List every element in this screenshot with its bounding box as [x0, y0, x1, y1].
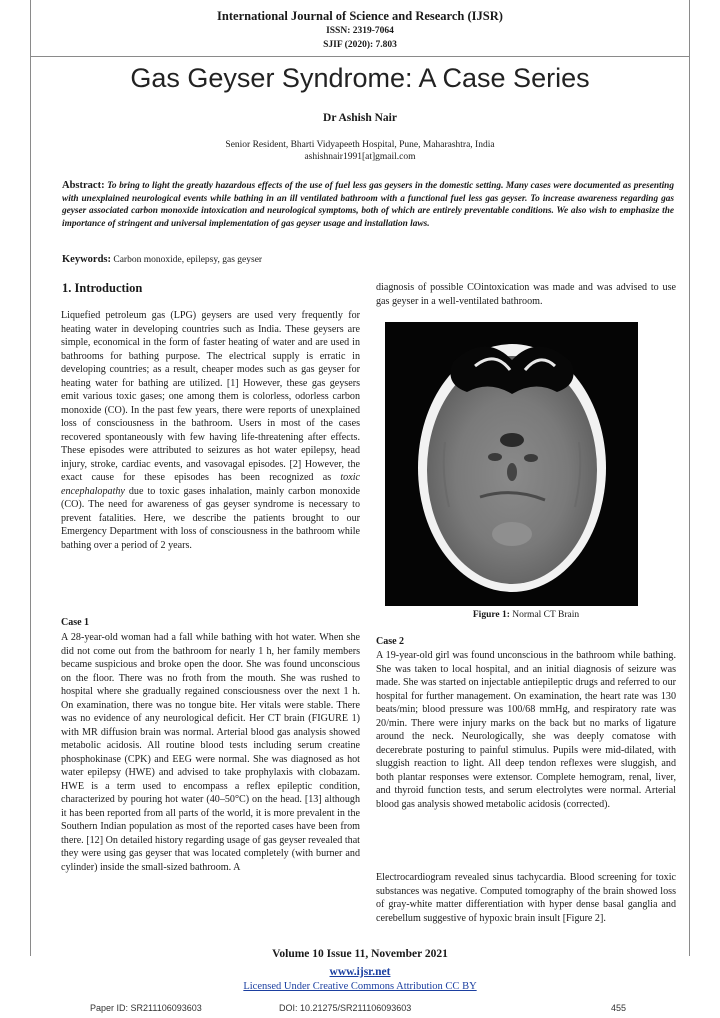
ct-brain-image [385, 322, 638, 606]
figure-1-label: Figure 1: [472, 610, 510, 620]
doi: DOI: 10.21275/SR211106093603 [279, 1003, 412, 1013]
sjif: SJIF (2020): 7.803 [323, 40, 397, 50]
page-border-left [30, 56, 31, 956]
introduction-paragraph [61, 309, 360, 552]
intro-italic: toxic encephalopathy [61, 472, 360, 497]
page-number: 455 [611, 1003, 627, 1013]
journal-website-link[interactable]: www.ijsr.net [329, 966, 391, 978]
case-1-continuation-text: diagnosis of possible COintoxication was made and was advised to use gas geyser in a well-ventilated bathroom. [376, 282, 676, 307]
paper-title: Gas Geyser Syndrome: A Case Series [130, 63, 590, 93]
intro-text: Liquefied petroleum gas (LPG) geysers are used very frequently for heating water in developing countries such as India. These geysers are simple, economical in the form of faster heating of water and are used in bathrooms for bathing purpose. The electrical supply is erratic in developing countries; as a result, cheaper modes such as gas geyser for heating water for bathing are utilized. [1] However, these gas geysers emit various toxic gases; one among them is colorless, odorless carbon monoxide (CO). In the past few years, there were reports of unexplained loss of consciousness in the bathroom. Users in most of the cases recovered spontaneously with few having life-threatening after effects. These episodes were attributed to seizures as hot water epilepsy, head injury, stroke, cardiac events, and vasovagal episodes. [2] However, the exact cause for these episodes has been recognized as [61, 310, 360, 483]
affiliation-block [0, 139, 720, 163]
license-link[interactable]: Licensed Under Creative Commons Attribution CC BY [243, 981, 477, 992]
case-2-paragraph-2 [376, 871, 676, 925]
keywords-text: Carbon monoxide, epilepsy, gas geyser [113, 255, 263, 265]
case-2-text: A 19-year-old girl was found unconscious in the bathroom while bathing. She was taken to local hospital, and an initial diagnosis of seizure was made. She was started on injectable antiepileptic drugs and referred to our hospital for further management. On examination, the heart rate was 130 beats/min; blood pressure was 100/68 mmHg, and respiratory rate was 20/min. There were injury marks on the back but no marks of ligature around the neck. Neurologically, she was deeply comatose with decerebrate posturing to painful stimulus. Pupils were mid-dilated, with sluggish reaction to light. All deep tendon reflexes were sluggish, and both plantar responses were extensor. Complete hemogram, renal, liver, and thyroid function tests, and serum electrolytes were normal. Arterial blood gas analysis showed metabolic acidosis (corrected). [376, 650, 676, 810]
case-1-text: A 28-year-old woman had a fall while bathing with hot water. When she did not come out from the bathroom for nearly 1 h, her family members became suspicious and broke open the door. She was found unconscious on the floor. There was no froth from the mouth. She was rushed to hospital where she gradually regained consciousness over the next 1 h. On examination, there was no tongue bite. Her vitals were stable. There was no evidence of any neurological deficit. Her CT brain (FIGURE 1) with MR diffusion brain was normal. Arterial blood gas analysis showed metabolic acidosis. All routine blood tests including serum creatine phosphokinase (CPK) and EEG were normal. She was diagnosed as hot water epilepsy (HWE) and advised to take prophylaxis with clobazam. HWE is a term used to encompass a reflex epileptic condition, characterized by pouring hot water (40–50°C) on the head. [13] although it has been reported from all parts of the world, it is more prevalent in the Southern Indian population as most of the reported cases have been from there. [12] On detailed history regarding usage of gas geyser revealed that they were using gas geyser that was located completely (with burner and cylinder) inside the small-sized bathroom. A [61, 632, 360, 873]
page-border-right [689, 56, 690, 956]
paper-id: Paper ID: SR211106093603 [90, 1003, 202, 1013]
keywords-label: Keywords: [62, 254, 111, 265]
case-1-continuation [376, 281, 676, 308]
journal-name: International Journal of Science and Research (IJSR) [217, 9, 503, 23]
ct-scan-graphic [385, 322, 638, 606]
figure-1-text: Normal CT Brain [509, 610, 580, 620]
keywords [62, 254, 662, 265]
abstract-label: Abstract: [62, 180, 105, 191]
abstract-text: To bring to light the greatly hazardous effects of the use of fuel less gas geysers in the domestic setting. Many cases were documented as presenting with unexplained neurological events while bathing in an ill ventilated bathroom with a functional fuel less gas geyser. To increase awareness regarding gas geyser associated carbon monoxide intoxication and neurological symptoms, both of which are entirely preventable conditions. We also wish to emphasize the importance of stringent and universal implementation of gas geyser usage and installation laws. [62, 181, 675, 229]
issn: ISSN: 2319-7064 [326, 26, 394, 36]
abstract [62, 180, 674, 230]
figure-1-caption [376, 610, 676, 620]
intro-text-continued: due to toxic gases inhalation, mainly carbon monoxide (CO). The need for awareness of gas geyser syndrome is necessary to prevent fatalities. Here, we describe the patients brought to our Emergency Department with loss of consciousness in the bathroom while bathing over a period of 2 years. [61, 485, 360, 551]
case-2-paragraph [376, 649, 676, 811]
section-heading-introduction: 1. Introduction [62, 281, 143, 295]
case-1-heading: Case 1 [61, 617, 90, 628]
author-email: ashishnair1991[at]gmail.com [304, 152, 416, 162]
case-1-paragraph [61, 631, 360, 874]
author-name: Dr Ashish Nair [323, 112, 397, 124]
affiliation: Senior Resident, Bharti Vidyapeeth Hospital, Pune, Maharashtra, India [225, 140, 495, 150]
case-2-text-2: Electrocardiogram revealed sinus tachycardia. Blood screening for toxic substances was negative. Computed tomography of the brain showed loss of gray-white matter differentiation with hyper dense basal ganglia and cerebellum suggestive of hypoxic brain insult [Figure 2]. [376, 872, 676, 924]
volume-issue: Volume 10 Issue 11, November 2021 [272, 948, 448, 960]
case-2-heading: Case 2 [376, 636, 405, 647]
